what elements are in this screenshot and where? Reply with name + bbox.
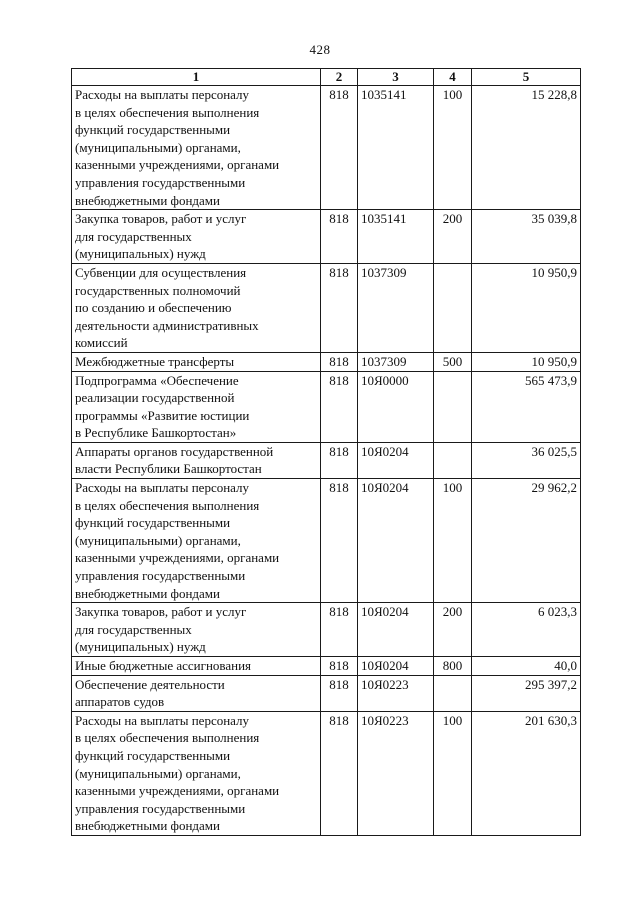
table-row — [72, 210, 581, 264]
budget-table — [71, 68, 581, 836]
row-code: 818 — [321, 675, 358, 711]
row-name: Иные бюджетные ассигнования — [72, 657, 321, 676]
row-code: 818 — [321, 263, 358, 352]
row-expense: 200 — [434, 603, 472, 657]
row-code: 818 — [321, 711, 358, 835]
row-expense — [434, 371, 472, 442]
row-amount: 201 630,3 — [472, 711, 581, 835]
row-code: 818 — [321, 442, 358, 478]
table-row — [72, 263, 581, 352]
row-target: 10Я0223 — [358, 675, 434, 711]
row-name: Расходы на выплаты персоналу в целях обеспечения выполнения функций государственными (муниципальными) органами, казенными учреждениями, органами управления государственными внебюджетными фондами — [72, 479, 321, 603]
column-header-expense: 4 — [434, 69, 472, 86]
row-expense — [434, 675, 472, 711]
row-expense — [434, 442, 472, 478]
row-amount: 10 950,9 — [472, 263, 581, 352]
row-code: 818 — [321, 371, 358, 442]
row-target: 1037309 — [358, 263, 434, 352]
table-row — [72, 371, 581, 442]
row-name: Межбюджетные трансферты — [72, 352, 321, 371]
row-target: 10Я0000 — [358, 371, 434, 442]
table-row — [72, 352, 581, 371]
table-row — [72, 603, 581, 657]
table-row — [72, 711, 581, 835]
row-expense: 800 — [434, 657, 472, 676]
table-row — [72, 479, 581, 603]
row-name: Аппараты органов государственной власти Республики Башкортостан — [72, 442, 321, 478]
row-name: Расходы на выплаты персоналу в целях обеспечения выполнения функций государственными (муниципальными) органами, казенными учреждениями, органами управления государственными внебюджетными фондами — [72, 711, 321, 835]
row-target: 1035141 — [358, 210, 434, 264]
row-amount: 36 025,5 — [472, 442, 581, 478]
row-name: Закупка товаров, работ и услуг для государственных (муниципальных) нужд — [72, 603, 321, 657]
column-header-amount: 5 — [472, 69, 581, 86]
row-code: 818 — [321, 86, 358, 210]
row-name: Закупка товаров, работ и услуг для государственных (муниципальных) нужд — [72, 210, 321, 264]
row-target: 10Я0204 — [358, 442, 434, 478]
row-target: 10Я0204 — [358, 657, 434, 676]
row-amount: 10 950,9 — [472, 352, 581, 371]
column-header-target: 3 — [358, 69, 434, 86]
row-amount: 565 473,9 — [472, 371, 581, 442]
table-row — [72, 657, 581, 676]
table-row — [72, 442, 581, 478]
row-expense: 100 — [434, 86, 472, 210]
row-amount: 295 397,2 — [472, 675, 581, 711]
row-code: 818 — [321, 210, 358, 264]
row-target: 10Я0204 — [358, 603, 434, 657]
column-header-name: 1 — [72, 69, 321, 86]
row-amount: 29 962,2 — [472, 479, 581, 603]
row-expense: 500 — [434, 352, 472, 371]
row-name: Обеспечение деятельности аппаратов судов — [72, 675, 321, 711]
row-target: 1035141 — [358, 86, 434, 210]
table-row — [72, 86, 581, 210]
row-name: Субвенции для осуществления государственных полномочий по созданию и обеспечению деятельности административных комиссий — [72, 263, 321, 352]
column-header-code: 2 — [321, 69, 358, 86]
row-expense: 100 — [434, 711, 472, 835]
table-header-row — [72, 69, 581, 86]
row-amount: 15 228,8 — [472, 86, 581, 210]
row-target: 10Я0204 — [358, 479, 434, 603]
row-code: 818 — [321, 657, 358, 676]
row-code: 818 — [321, 352, 358, 371]
row-expense — [434, 263, 472, 352]
row-code: 818 — [321, 479, 358, 603]
row-name: Подпрограмма «Обеспечение реализации государственной программы «Развитие юстиции в Республике Башкортостан» — [72, 371, 321, 442]
row-target: 1037309 — [358, 352, 434, 371]
row-amount: 40,0 — [472, 657, 581, 676]
table-row — [72, 675, 581, 711]
row-code: 818 — [321, 603, 358, 657]
row-expense: 100 — [434, 479, 472, 603]
page-number: 428 — [309, 42, 331, 57]
row-expense: 200 — [434, 210, 472, 264]
row-target: 10Я0223 — [358, 711, 434, 835]
row-amount: 6 023,3 — [472, 603, 581, 657]
row-name: Расходы на выплаты персоналу в целях обеспечения выполнения функций государственными (муниципальными) органами, казенными учреждениями, органами управления государственными внебюджетными фондами — [72, 86, 321, 210]
row-amount: 35 039,8 — [472, 210, 581, 264]
